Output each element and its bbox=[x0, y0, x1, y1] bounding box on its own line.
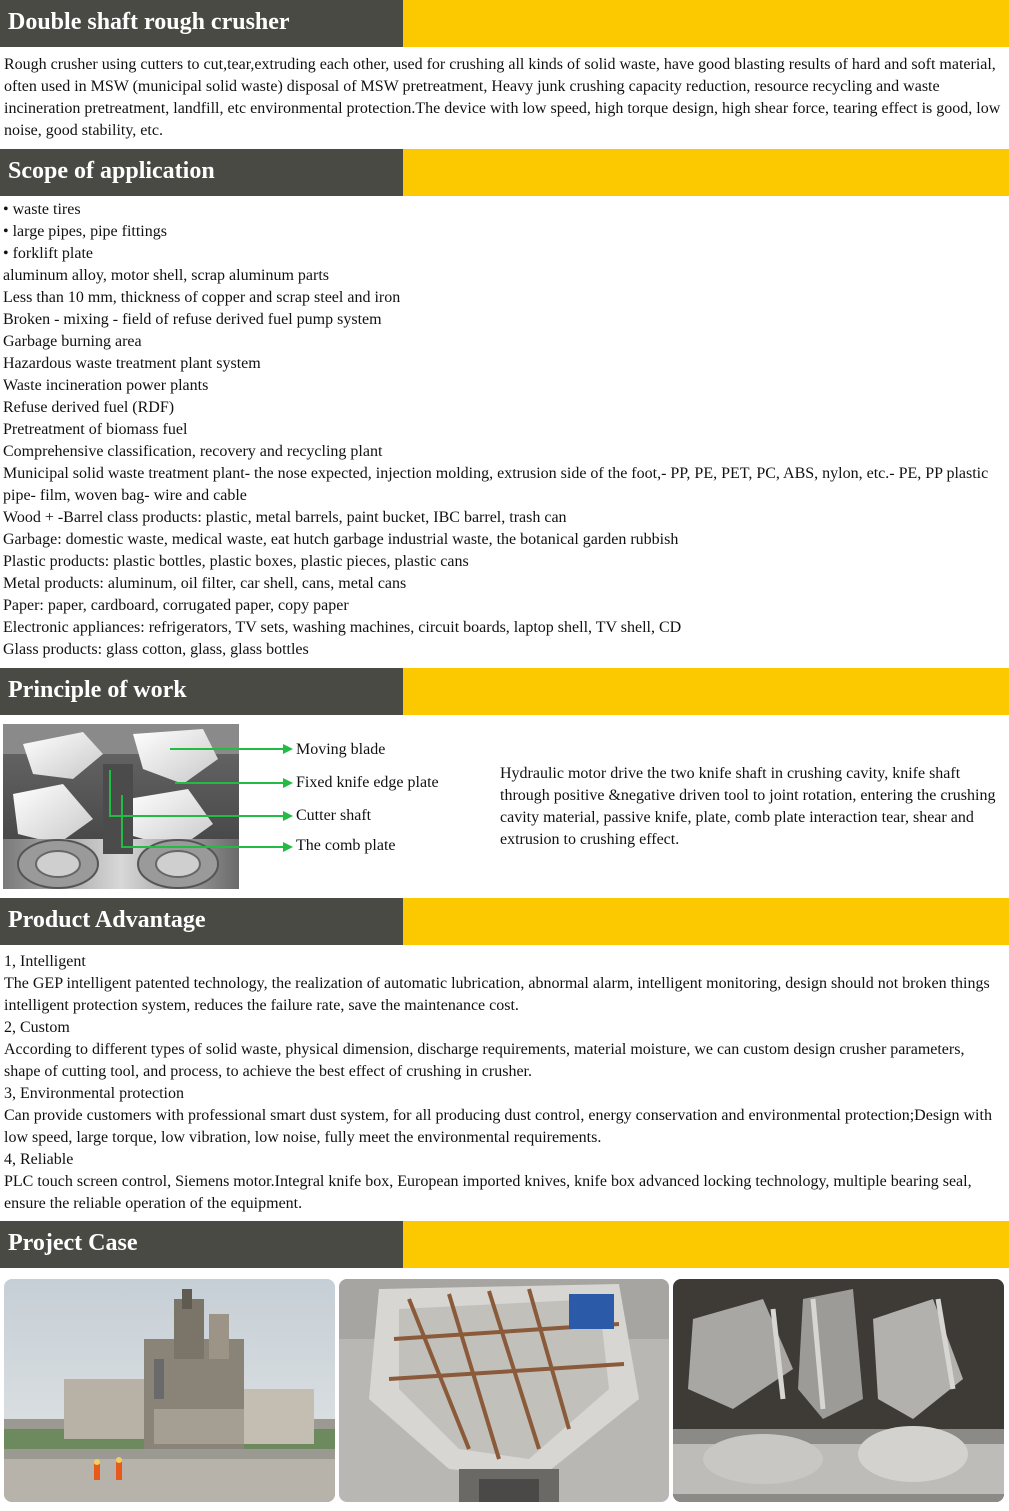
industrial-plant-illustration bbox=[4, 1279, 335, 1502]
list-item: Glass products: glass cotton, glass, glass bottles bbox=[3, 641, 309, 658]
advantage-list bbox=[4, 951, 1004, 1215]
project-photo-crushed-metal bbox=[673, 1279, 1004, 1502]
list-item: aluminum alloy, motor shell, scrap aluminum parts bbox=[3, 267, 330, 284]
advantage-heading: 3, Environmental protection bbox=[4, 1085, 184, 1102]
list-item: Comprehensive classification, recovery and recycling plant bbox=[3, 443, 383, 460]
list-item: Garbage burning area bbox=[3, 333, 142, 350]
list-item: Plastic products: plastic bottles, plastic boxes, plastic pieces, plastic cans bbox=[3, 553, 469, 570]
advantage-heading: 2, Custom bbox=[4, 1019, 70, 1036]
list-item: • forklift plate bbox=[3, 245, 94, 262]
section-header-crusher bbox=[0, 0, 1009, 47]
section-title: Product Advantage bbox=[8, 907, 206, 933]
intro-paragraph: Rough crusher using cutters to cut,tear,extruding each other, used for crushing all kinds of solid waste, have good blasting results of hard and soft material, often used in MSW (municipal solid waste) disposal of MSW pretreatment, Heavy junk crushing capacity reduction, resource recycling and waste incineration pretreatment, landfill, etc environmental protection.The device with low speed, high torque design, high shear force, tearing effect is good, low noise, good stability, etc. bbox=[4, 56, 1001, 139]
advantage-text: PLC touch screen control, Siemens motor.Integral knife box, European imported knives, knife box advanced locking technology, multiple bearing seal, ensure the reliable operation of the equipment. bbox=[4, 1173, 972, 1212]
project-photo-plant bbox=[4, 1279, 335, 1502]
list-item: Wood + -Barrel class products: plastic, metal barrels, paint bucket, IBC barrel, trash can bbox=[3, 509, 567, 526]
advantage-text: The GEP intelligent patented technology, the realization of automatic lubrication, abnormal alarm, intelligent monitoring, design should not broken things intelligent protection system, reduces the failure rate, save the maintenance cost. bbox=[4, 975, 990, 1014]
list-item: Garbage: domestic waste, medical waste, eat hutch garbage industrial waste, the botanical garden rubbish bbox=[3, 531, 679, 548]
crushed-metal-illustration bbox=[673, 1279, 1004, 1502]
section-header-project-case bbox=[0, 1221, 1009, 1268]
section-title: Scope of application bbox=[8, 158, 215, 184]
list-item: Waste incineration power plants bbox=[3, 377, 209, 394]
section-header-scope bbox=[0, 149, 1009, 196]
advantage-heading: 4, Reliable bbox=[4, 1151, 74, 1168]
list-item: Refuse derived fuel (RDF) bbox=[3, 399, 175, 416]
principle-description: Hydraulic motor drive the two knife shaft in crushing cavity, knife shaft through positive &negative driven tool to joint rotation, entering the crushing cavity material, passive knife, plate, comb plate interaction tear, shear and extrusion to crushing effect. bbox=[500, 765, 996, 848]
list-item: Metal products: aluminum, oil filter, car shell, cans, metal cans bbox=[3, 575, 407, 592]
list-item: • large pipes, pipe fittings bbox=[3, 223, 167, 240]
list-item: Municipal solid waste treatment plant- the nose expected, injection molding, extrusion side of the foot,- PP, PE, PET, PC, ABS, nylon, etc.- PE, PP plastic pipe- film, woven bag- wire and cable bbox=[3, 465, 989, 504]
section-header-principle bbox=[0, 668, 1009, 715]
project-photo-shredding bbox=[339, 1279, 669, 1502]
shredding-material-illustration bbox=[339, 1279, 669, 1502]
section-header-advantage bbox=[0, 898, 1009, 945]
label-fixed-knife-edge-plate: Fixed knife edge plate bbox=[296, 774, 439, 791]
list-item: Hazardous waste treatment plant system bbox=[3, 355, 261, 372]
advantage-text: According to different types of solid waste, physical dimension, discharge requirements, material moisture, we can custom design crusher parameters, shape of cutting tool, and process, to achieve the best effect of crushing in crusher. bbox=[4, 1041, 965, 1080]
label-comb-plate: The comb plate bbox=[296, 837, 396, 854]
advantage-heading: 1, Intelligent bbox=[4, 953, 86, 970]
scope-list bbox=[3, 199, 1006, 661]
advantage-text: Can provide customers with professional smart dust system, for all producing dust control, energy conservation and environmental protection;Design with low speed, large torque, low vibration, low noise, fully meet the environmental requirements. bbox=[4, 1107, 992, 1146]
list-item: Electronic appliances: refrigerators, TV sets, washing machines, circuit boards, laptop shell, TV shell, CD bbox=[3, 619, 682, 636]
section-title: Principle of work bbox=[8, 677, 187, 703]
label-cutter-shaft: Cutter shaft bbox=[296, 807, 372, 824]
label-moving-blade: Moving blade bbox=[296, 741, 386, 758]
list-item: Pretreatment of biomass fuel bbox=[3, 421, 188, 438]
list-item: • waste tires bbox=[3, 201, 81, 218]
list-item: Paper: paper, cardboard, corrugated paper, copy paper bbox=[3, 597, 349, 614]
section-title: Double shaft rough crusher bbox=[8, 9, 290, 35]
list-item: Broken - mixing - field of refuse derived fuel pump system bbox=[3, 311, 382, 328]
section-title: Project Case bbox=[8, 1230, 138, 1256]
callout-arrows bbox=[100, 735, 295, 860]
list-item: Less than 10 mm, thickness of copper and scrap steel and iron bbox=[3, 289, 401, 306]
